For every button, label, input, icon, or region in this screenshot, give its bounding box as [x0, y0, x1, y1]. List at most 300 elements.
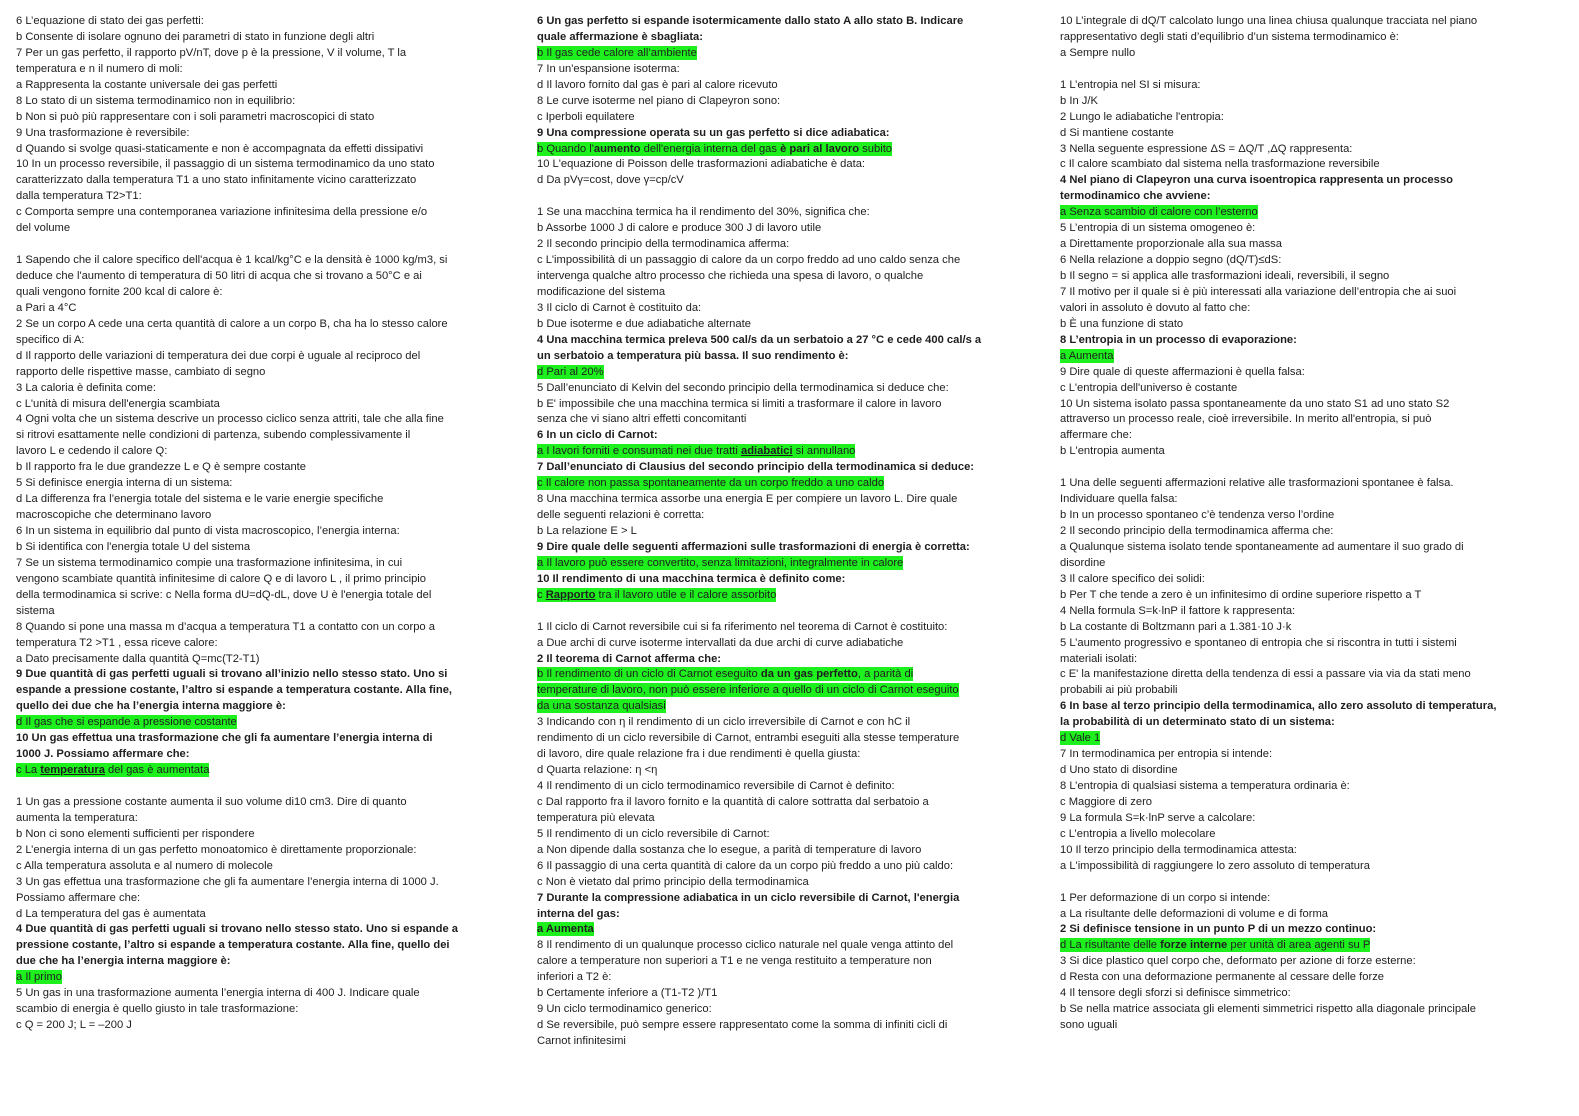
line-text: un serbatoio a temperatura più bassa. Il suo rendimento è: [537, 349, 849, 362]
line-text: c Q = 200 J; L = –200 J [16, 1019, 132, 1032]
line-text: 9 Un ciclo termodinamico generico: [537, 1003, 712, 1016]
text-line [16, 556, 458, 572]
question-line [1060, 333, 1496, 349]
text-line [1060, 572, 1496, 588]
text-line [537, 492, 981, 508]
line-text: b Non ci sono elementi sufficienti per rispondere [16, 827, 255, 840]
line-text: espande a pressione costante, l’altro si espande a temperatura costante. Alla fine, [16, 684, 453, 697]
line-text: calore a temperature non superiori a T1 e ne venga restituito a temperature non [537, 955, 932, 968]
text-segment: subito [859, 142, 893, 155]
line-text: 5 Si definisce energia interna di un sistema: [16, 477, 233, 490]
text-segment: per unità di area agenti su P [1227, 939, 1371, 952]
text-line [1060, 556, 1496, 572]
question-line [537, 907, 981, 923]
text-line [16, 636, 458, 652]
text-segment: a I lavori forniti e consumati nei due tratti [537, 445, 741, 458]
line-text: 8 Il rendimento di un qualunque processo ciclico naturale nel quale venga attinto del [537, 939, 954, 952]
question-line [537, 126, 981, 142]
text-line [537, 620, 981, 636]
highlighted-answer-line [537, 922, 981, 938]
blank-line [1060, 460, 1496, 476]
text-line [16, 875, 458, 891]
text-line [1060, 317, 1496, 333]
text-line [537, 62, 981, 78]
text-line [537, 237, 981, 253]
line-text: del volume [16, 222, 71, 235]
line-text: vengono scambiate quantità infinitesime di calore Q e di lavoro L , il primo principio [16, 572, 427, 585]
text-line [537, 285, 981, 301]
highlighted-answer-line [16, 763, 458, 779]
line-text: b La relazione E > L [537, 525, 637, 537]
line-text: 9 La formula S=k·lnP serve a calcolare: [1060, 811, 1256, 824]
line-text: 4 Due quantità di gas perfetti uguali si trovano nello stesso stato. Uno si espande a [16, 923, 458, 936]
text-line [1060, 476, 1496, 492]
line-text: scambio di energia è quello giusto in tale trasformazione: [16, 1003, 299, 1016]
line-text: b Certamente inferiore a (T1-T2 )/T1 [537, 987, 718, 1000]
line-text: temperatura T2 >T1 , essa riceve calore: [16, 636, 218, 649]
text-line [1060, 540, 1496, 556]
line-text: 2 Lungo le adiabatiche l'entropia: [1060, 110, 1224, 123]
line-text: d Da pVγ=cost, dove γ=cp/cV [537, 174, 684, 187]
line-text: a Il lavoro può essere convertito, senza limitazioni, integralmente in calore [537, 556, 904, 569]
text-line [1060, 747, 1496, 763]
line-text: da una sostanza qualsiasi [537, 700, 666, 713]
text-line [537, 78, 981, 94]
line-text: 6 In base al terzo principio della termodinamica, allo zero assoluto di temperatura, [1060, 700, 1497, 713]
text-line [1060, 859, 1496, 875]
text-line [537, 970, 981, 986]
line-text: si ritrovi esattamente nelle condizioni di partenza, subendo complessivamente il [16, 429, 411, 442]
text-line [537, 763, 981, 779]
question-line [537, 349, 981, 365]
emphasized-text: Rapporto [545, 588, 596, 601]
highlighted-answer-line [1060, 205, 1496, 221]
line-text: aumenta la temperatura: [16, 811, 138, 824]
line-text: la probabilità di un determinato stato di un sistema: [1060, 716, 1335, 729]
line-text: lavoro L e cedendo il calore Q: [16, 445, 168, 458]
line-text: disordine [1060, 556, 1106, 569]
text-line [1060, 508, 1496, 524]
text-segment: b Quando l' [537, 142, 594, 155]
line-text: b Assorbe 1000 J di calore e produce 300 J di lavoro utile [537, 222, 822, 235]
text-line [1060, 667, 1496, 683]
line-text: a Il primo [16, 971, 63, 984]
line-text: 7 Il motivo per il quale si è più interessati alla variazione dell’entropia che ai suoi [1060, 285, 1457, 298]
line-text [16, 763, 209, 777]
text-line [16, 1018, 458, 1034]
text-line [537, 986, 981, 1002]
line-text: d La differenza fra l’energia totale del sistema e le varie energie specifiche [16, 493, 384, 506]
line-text: dalla temperatura T2>T1: [16, 190, 142, 203]
text-line [1060, 253, 1496, 269]
text-line [16, 444, 458, 460]
text-line [537, 94, 981, 110]
line-text: b Due isoterme e due adiabatiche alternate [537, 317, 751, 330]
line-text: 4 Nella formula S=k·lnP il fattore k rappresenta: [1060, 604, 1296, 617]
highlighted-answer-line [537, 365, 981, 381]
line-text: c Comporta sempre una contemporanea variazione infinitesima della pressione e/o [16, 206, 428, 219]
text-line [1060, 381, 1496, 397]
text-line [16, 30, 458, 46]
line-text: 1 L’entropia nel SI si misura: [1060, 78, 1201, 91]
line-text: c Iperboli equilatere [537, 110, 635, 123]
line-text: rappresentativo degli stati d’equilibrio d’un sistema termodinamico è: [1060, 30, 1399, 43]
text-line [537, 412, 981, 428]
column-left [16, 14, 458, 1034]
text-line [537, 811, 981, 827]
line-text: a Rappresenta la costante universale dei gas perfetti [16, 78, 278, 91]
line-text [537, 444, 855, 458]
line-text: c E' la manifestazione diretta della tendenza di essi a passare via via da stati meno [1060, 668, 1471, 681]
text-line [16, 78, 458, 94]
text-line [537, 317, 981, 333]
line-text [537, 588, 776, 602]
line-text: 4 Ogni volta che un sistema descrive un processo ciclico senza attriti, tale che alla fine [16, 413, 444, 426]
line-text: 3 La caloria è definita come: [16, 381, 156, 394]
line-text: d Se reversibile, può sempre essere rappresentato come la somma di infiniti cicli di [537, 1019, 948, 1032]
line-text: a Aumenta [1060, 349, 1114, 362]
line-text: 9 Dire quale di queste affermazioni è quella falsa: [1060, 365, 1305, 378]
line-text: b La costante di Boltzmann pari a 1.381·10 J·k [1060, 620, 1292, 633]
highlighted-answer-line [537, 46, 981, 62]
question-line [537, 460, 981, 476]
line-text: 7 Se un sistema termodinamico compie una trasformazione infinitesima, in cui [16, 556, 403, 569]
line-text: 6 In un ciclo di Carnot: [537, 429, 658, 442]
line-text: 3 Si dice plastico quel corpo che, deformato per azione di forze esterne: [1060, 955, 1416, 968]
line-text: b Se nella matrice associata gli elementi simmetrici rispetto alla diagonale principale [1060, 1003, 1477, 1016]
line-text: 9 Una trasformazione è reversibile: [16, 126, 190, 139]
text-line [16, 811, 458, 827]
blank-line [16, 237, 458, 253]
emphasized-text: temperatura [40, 764, 105, 777]
emphasized-text: da un gas perfetto [760, 668, 858, 681]
question-line [1060, 189, 1496, 205]
line-text: a Pari a 4°C [16, 301, 77, 314]
line-text: quello dei due che ha l’energia interna maggiore è: [16, 700, 286, 713]
highlighted-answer-line [16, 715, 458, 731]
text-line [16, 62, 458, 78]
line-text: temperatura e n il numero di moli: [16, 62, 183, 75]
text-line [16, 476, 458, 492]
text-line [16, 795, 458, 811]
line-text: di lavoro, dire quale relazione fra i due rendimenti è quella giusta: [537, 748, 861, 761]
line-text: 9 Una compressione operata su un gas perfetto si dice adiabatica: [537, 126, 890, 139]
text-line [16, 349, 458, 365]
text-line [16, 253, 458, 269]
line-text: 10 In un processo reversibile, il passaggio di un sistema termodinamico da uno stato [16, 158, 435, 171]
question-line [16, 699, 458, 715]
line-text: b Il rapporto fra le due grandezze L e Q è sempre costante [16, 461, 307, 474]
line-text: 1000 J. Possiamo affermare che: [16, 748, 190, 761]
text-line [1060, 444, 1496, 460]
question-line [537, 333, 981, 349]
line-text: 8 Una macchina termica assorbe una energia E per compiere un lavoro L. Dire quale [537, 493, 958, 506]
text-line [537, 875, 981, 891]
text-line [16, 572, 458, 588]
line-text: d Resta con una deformazione permanente al cessare delle forze [1060, 971, 1385, 984]
line-text: d Vale 1 [1060, 732, 1101, 745]
text-line [537, 731, 981, 747]
line-text: 4 Il rendimento di un ciclo termodinamico reversibile di Carnot è definito: [537, 780, 895, 792]
highlighted-answer-line [537, 476, 981, 492]
line-text: b Si identifica con l'energia totale U del sistema [16, 540, 251, 553]
question-line [537, 428, 981, 444]
text-line [16, 397, 458, 413]
line-text: c Il calore scambiato dal sistema nella trasformazione reversibile [1060, 158, 1380, 171]
text-line [537, 715, 981, 731]
line-text: 2 Il secondo principio della termodinamica afferma che: [1060, 525, 1334, 537]
text-line [1060, 683, 1496, 699]
text-line [537, 1018, 981, 1034]
line-text: 8 Quando si pone una massa m d’acqua a temperatura T1 a contatto con un corpo a [16, 620, 435, 633]
question-line [1060, 173, 1496, 189]
text-line [16, 381, 458, 397]
text-line [1060, 492, 1496, 508]
text-segment: c [537, 588, 546, 601]
text-line [1060, 907, 1496, 923]
text-line [537, 747, 981, 763]
line-text: 6 Un gas perfetto si espande isotermicamente dallo stato A allo stato B. Indicare [537, 15, 964, 27]
blank-line [16, 779, 458, 795]
text-line [1060, 269, 1496, 285]
line-text: c Il calore non passa spontaneamente da un corpo freddo a uno caldo [537, 477, 885, 490]
line-text: quale affermazione è sbagliata: [537, 30, 703, 43]
text-line [1060, 365, 1496, 381]
emphasized-text: adiabatici [740, 445, 793, 458]
text-line [1060, 588, 1496, 604]
text-line [537, 381, 981, 397]
text-line [537, 954, 981, 970]
line-text: 6 Il passaggio di una certa quantità di calore da un corpo più freddo a uno più caldo: [537, 859, 954, 872]
line-text: b E' impossibile che una macchina termica si limiti a trasformare il calore in lavoro [537, 397, 942, 410]
line-text: a Non dipende dalla sostanza che lo esegue, a parità di temperature di lavoro [537, 843, 922, 856]
text-line [16, 110, 458, 126]
text-line [1060, 110, 1496, 126]
text-line [16, 652, 458, 668]
emphasized-text: forze interne [1160, 939, 1228, 952]
text-line [16, 412, 458, 428]
line-text: 1 Sapendo che il calore specifico dell'acqua è 1 kcal/kg°C e la densità è 1000 kg/m3, si [16, 254, 448, 267]
line-text: rapporto delle rispettive masse, cambiato di segno [16, 365, 266, 378]
text-line [1060, 397, 1496, 413]
line-text: 1 Per deformazione di un corpo si intende: [1060, 891, 1271, 904]
highlighted-answer-line [537, 444, 981, 460]
text-line [1060, 827, 1496, 843]
line-text: specifico di A: [16, 333, 85, 346]
question-line [537, 652, 981, 668]
text-line [1060, 891, 1496, 907]
line-text: 5 Un gas in una trasformazione aumenta l’energia interna di 400 J. Indicare quale [16, 987, 420, 1000]
line-text: modificazione del sistema [537, 285, 666, 298]
line-text: a Qualunque sistema isolato tende spontaneamente ad aumentare il suo grado di [1060, 540, 1464, 553]
text-line [16, 891, 458, 907]
text-line [16, 46, 458, 62]
line-text: d Quarta relazione: η <η [537, 764, 658, 777]
highlighted-answer-line [1060, 938, 1496, 954]
line-text: termodinamico che avviene: [1060, 190, 1211, 203]
line-text: d Il rapporto delle variazioni di temperatura dei due corpi è uguale al reciproco del [16, 349, 421, 362]
text-line [537, 938, 981, 954]
text-line [1060, 428, 1496, 444]
line-text: 9 Dire quale delle seguenti affermazioni sulle trasformazioni di energia è corretta: [537, 540, 970, 553]
line-text: probabili ai più probabili [1060, 684, 1178, 697]
text-line [1060, 604, 1496, 620]
line-text: attraverso un processo reale, cioè irreversibile. In merito all'entropia, si può [1060, 413, 1432, 426]
line-text: valori in assoluto è dovuto al fatto che: [1060, 301, 1251, 314]
line-text: c Maggiore di zero [1060, 795, 1153, 808]
highlighted-answer-line [537, 556, 981, 572]
line-text: 6 Nella relazione a doppio segno (dQ/T)≤dS: [1060, 254, 1282, 267]
line-text: b Non si può più rappresentare con i soli parametri macroscopici di stato [16, 110, 375, 123]
highlighted-answer-line [1060, 349, 1496, 365]
line-text: d La temperatura del gas è aumentata [16, 907, 206, 920]
text-line [537, 827, 981, 843]
emphasized-text: è pari al lavoro [780, 142, 860, 155]
text-line [1060, 652, 1496, 668]
text-line [1060, 986, 1496, 1002]
line-text: affermare che: [1060, 429, 1132, 442]
line-text: d Quando si svolge quasi-staticamente e non è accompagnata da effetti dissipativi [16, 142, 424, 155]
text-line [16, 301, 458, 317]
text-line [537, 205, 981, 221]
text-line [537, 221, 981, 237]
line-text: materiali isolati: [1060, 652, 1138, 665]
line-text: d Uno stato di disordine [1060, 764, 1178, 777]
question-line [1060, 922, 1496, 938]
question-line [16, 747, 458, 763]
line-text: b In J/K [1060, 94, 1098, 107]
line-text: d Il gas che si espande a pressione costante [16, 716, 237, 729]
text-line [1060, 1002, 1496, 1018]
line-text: c L’entropia a livello molecolare [1060, 827, 1216, 840]
line-text: b Il segno = si applica alle trasformazioni ideali, reversibili, il segno [1060, 270, 1390, 282]
text-line [16, 173, 458, 189]
line-text: macroscopiche che determinano lavoro [16, 509, 212, 522]
line-text [537, 667, 913, 681]
line-text: c L'entropia dell'universo è costante [1060, 381, 1238, 394]
highlighted-answer-line [1060, 731, 1496, 747]
text-line [16, 492, 458, 508]
text-line [537, 779, 981, 795]
text-line [1060, 620, 1496, 636]
line-text: 2 Si definisce tensione in un punto P di un mezzo continuo: [1060, 923, 1377, 936]
text-line [16, 157, 458, 173]
text-line [537, 859, 981, 875]
text-line [1060, 970, 1496, 986]
line-text: Individuare quella falsa: [1060, 493, 1178, 506]
text-line [1060, 30, 1496, 46]
line-text: 3 Il calore specifico dei solidi: [1060, 572, 1205, 585]
line-text: 10 Il rendimento di una macchina termica è definito come: [537, 572, 846, 585]
line-text: b In un processo spontaneo c’è tendenza verso l’ordine [1060, 509, 1335, 522]
text-line [1060, 954, 1496, 970]
text-line [1060, 221, 1496, 237]
line-text: inferiori a T2 è: [537, 971, 612, 984]
emphasized-text: aumento [593, 142, 641, 155]
line-text: deduce che l'aumento di temperatura di 50 litri di acqua che si trovano a 50°C e ai [16, 270, 422, 282]
line-text: 5 L’aumento progressivo e spontaneo di entropia che si riscontra in tutti i sistemi [1060, 636, 1457, 649]
highlighted-answer-line [537, 699, 981, 715]
line-text: a Sempre nullo [1060, 46, 1136, 59]
text-line [16, 986, 458, 1002]
line-text: 9 Due quantità di gas perfetti uguali si trovano all’inizio nello stesso stato. Uno si [16, 668, 448, 681]
text-line [1060, 285, 1496, 301]
text-segment: d La risultante delle [1060, 939, 1161, 952]
line-text: c Non è vietato dal primo principio della termodinamica [537, 875, 809, 888]
line-text: 8 L’entropia in un processo di evaporazione: [1060, 333, 1297, 346]
line-text: c Alla temperatura assoluta e al numero di molecole [16, 859, 273, 872]
text-line [16, 285, 458, 301]
text-line [16, 333, 458, 349]
highlighted-answer-line [537, 683, 981, 699]
line-text: Possiamo affermare che: [16, 891, 141, 904]
text-line [16, 317, 458, 333]
text-line [1060, 843, 1496, 859]
text-line [16, 189, 458, 205]
text-line [537, 795, 981, 811]
text-line [16, 604, 458, 620]
text-line [537, 157, 981, 173]
text-line [1060, 126, 1496, 142]
line-text: 7 In termodinamica per entropia si intende: [1060, 748, 1273, 761]
line-text: 5 Il rendimento di un ciclo reversibile di Carnot: [537, 827, 770, 840]
line-text: rendimento di un ciclo reversibile di Carnot, entrambi eseguiti alla stesse temperature [537, 732, 960, 745]
line-text: Carnot infinitesimi [537, 1035, 626, 1047]
line-text: c L'impossibilità di un passaggio di calore da un corpo freddo ad uno caldo senza che [537, 254, 961, 267]
line-text: 4 Una macchina termica preleva 500 cal/s da un serbatoio a 27 °C e cede 400 cal/s a [537, 333, 982, 346]
text-line [16, 1002, 458, 1018]
text-line [1060, 157, 1496, 173]
line-text: 10 L'equazione di Poisson delle trasformazioni adiabatiche è data: [537, 158, 866, 171]
line-text: 5 L’entropia di un sistema omogeneo è: [1060, 222, 1256, 235]
line-text: a Direttamente proporzionale alla sua massa [1060, 238, 1283, 251]
question-line [16, 938, 458, 954]
text-line [1060, 301, 1496, 317]
line-text: 5 Dall’enunciato di Kelvin del secondo principio della termodinamica si deduce che: [537, 381, 949, 394]
line-text [1060, 938, 1370, 952]
text-line [16, 221, 458, 237]
line-text: 6 L’equazione di stato dei gas perfetti: [16, 15, 204, 27]
question-line [16, 922, 458, 938]
blank-line [537, 604, 981, 620]
text-line [1060, 412, 1496, 428]
line-text: 10 L’integrale di dQ/T calcolato lungo una linea chiusa qualunque tracciata nel piano [1060, 15, 1478, 27]
line-text: 2 Il teorema di Carnot afferma che: [537, 652, 722, 665]
line-text: sono uguali [1060, 1019, 1118, 1032]
line-text: due che ha l’energia interna maggiore è: [16, 955, 231, 968]
text-line [16, 907, 458, 923]
question-line [1060, 699, 1496, 715]
line-text: 3 Un gas effettua una trasformazione che gli fa aumentare l’energia interna di 1000 J. [16, 875, 439, 888]
text-line [537, 636, 981, 652]
line-text: sistema [16, 604, 55, 617]
question-line [537, 891, 981, 907]
line-text: 10 Il terzo principio della termodinamica attesta: [1060, 843, 1297, 856]
line-text: delle seguenti relazioni è corretta: [537, 509, 705, 522]
text-line [537, 269, 981, 285]
line-text: c Dal rapporto fra il lavoro fornito e la quantità di calore sottratta dal serbatoio a [537, 795, 929, 808]
text-line [16, 460, 458, 476]
line-text: senza che vi siano altri effetti concomitanti [537, 413, 747, 426]
line-text: temperatura più elevata [537, 811, 655, 824]
line-text: intervenga qualche altro processo che richieda una spesa di lavoro, o qualche [537, 270, 924, 282]
blank-line [1060, 875, 1496, 891]
line-text: 4 Il tensore degli sforzi si definisce simmetrico: [1060, 987, 1291, 1000]
blank-line [537, 189, 981, 205]
line-text: 3 Il ciclo di Carnot è costituito da: [537, 301, 702, 314]
line-text: 2 L’energia interna di un gas perfetto monoatomico è direttamente proporzionale: [16, 843, 417, 856]
question-line [537, 572, 981, 588]
